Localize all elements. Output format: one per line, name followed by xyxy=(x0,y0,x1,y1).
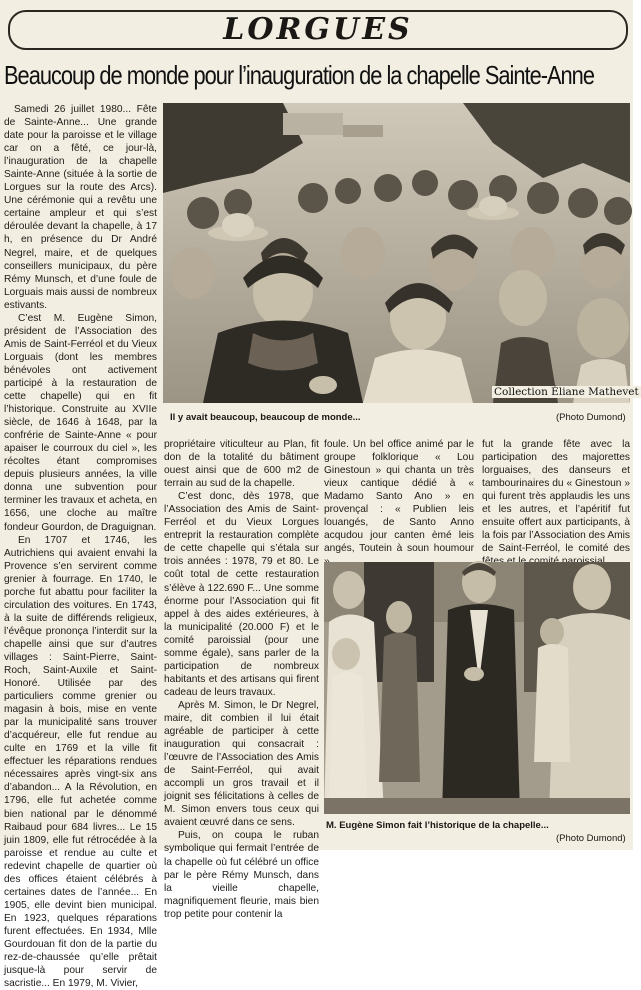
paragraph: En 1707 et 1746, les Autrichiens qui avaient envahi la Provence s’en servirent comme grenier à fourrage. En 1740, le porche fut abattu pour faciliter la circulation des voitures. En 1743, à la suite de différends religieux, l’évêque prononça l’interdit sur la chapelle ainsi que sur d’autres villages : Saint-Pierre, Saint-Roch, Saint-Auxile et Saint-Honoré. Utilisée par des particuliers comme grenier ou magasin à bois, mise en vente par la municipalité sans trouver d’acquéreur, elle fut rendue au culte en 1769 et la ville fit effectuer les réparations rendues nécessaires après vingt-six ans d’abandon... A la Révolution, en 1796, elle fut achetée comme bien national par le dénommé Raibaud pour 684 livres... Le 15 juin 1809, elle fut rétrocédée à la paroisse et rendue au culte et redevint chapelle de quartier où des offices étaient célébrés à certaines dates de l’année... En 1905, elle devint bien municipal. En 1923, quelques réparations furent effectuées. En 1934, Mlle Gourdouan fit don de la partie du rez-de-chaussée qu’elle prêtait jusque-là pour servir de sacristie... En 1979, M. Vivier, xyxy=(4,534,157,990)
masthead: LORGUES xyxy=(8,10,628,50)
article-column-1 xyxy=(4,103,157,990)
paragraph: propriétaire viticulteur au Plan, fit don de la totalité du bâtiment ouest ainsi que de 600 m2 de terrain au sud de la chapelle. xyxy=(164,439,319,490)
photo2-caption: M. Eugène Simon fait l’historique de la chapelle... xyxy=(326,820,549,831)
simon-photo xyxy=(324,562,630,814)
photo2-credit: (Photo Dumond) xyxy=(556,833,626,844)
paragraph: C’est donc, dès 1978, que l’Association des Amis de Saint-Ferréol et du Vieux Lorgues entreprit la restauration complète de cette chapelle qui s’étala sur trois années : 1978, 79 et 80. Le coût total de cette restauration s’élève à 122.690 F... Une somme énorme pour l’Association qui fit appel à des aides extérieures, à la municipalité (20.000 F) et le comité paroissial (pour une somme égale), sans parler de la participation de nombreux habitants et des artisans qui firent cadeau de leurs travaux. xyxy=(164,491,319,698)
crowd-photo xyxy=(163,103,630,403)
paragraph: Puis, on coupa le ruban symbolique qui fermait l’entrée de la chapelle où fut célébré un office par le père Rémy Munsch, dans la vieille chapelle, magnifiquement fleurie, mais bien trop petite pour contenir la xyxy=(164,830,319,920)
article-column-2 xyxy=(164,438,319,920)
paragraph: foule. Un bel office animé par le groupe folklorique « Lou Ginestoun » qui chanta un très vieux cantique dédié à « Madamo Santo Ano » en provençal : « Publien leis louangés, de Santo Anno acqudou jour canten èmé leis angés, Toutein à soun houmour xyxy=(324,439,474,555)
paragraph: fut la grande fête avec la participation des majorettes lorguaises, des danseurs et tambourinaires du « Ginestoun » qui furent très applaudis les uns et les autres, et l’apéritif fut ensuite offert aux participants, à la fois par l’Association des Amis de Saint-Ferréol, le comité des xyxy=(482,439,630,555)
paragraph: Samedi 26 juillet 1980... Fête de Sainte-Anne... Une grande date pour la paroisse et le village car on a fêté, ce jour-là, l’inauguration de la chapelle Sainte-Anne (située à la sortie de Lorgues sur la route des Arcs). Une cérémonie qui a revêtu une certaine ampleur et qui s’est déroulée devant la chapelle, à 17 h, en présence du Dr André Negrel, maire, et de quelques conseillers municipaux, du père Rémy Munsch, et d’une foule de Lorguais mais aussi de nombreux estivants. xyxy=(4,104,157,311)
article-column-4 xyxy=(482,438,630,558)
paragraph: Après M. Simon, le Dr Negrel, maire, dit combien il lui était agréable de participer à cette inauguration qui consacrait : l’œuvre de l’Association des Amis de Saint-Ferréol, qui avait accompli un gros travail et il joignit ses félicitations à celles de M. Simon envers tous ceux qui avaient œuvré dans ce sens. xyxy=(164,699,319,829)
paragraph: C’est M. Eugène Simon, président de l’Association des Amis de Saint-Ferréol et du Vieux Lorguais (dont les membres bénévoles ont activement participé à la restauration de cette chapelle) qui en fit l’historique. Construite au XVIIe siècle, de 1646 à 1648, par la confrérie de Sainte-Anne « pour apaiser le courroux du ciel », les récoltes étant compromises depuis plusieurs années, la ville donna une subvention pour terminer les travaux et acheta, en 1656, une cloche au maître fondeur Gourdon, de Draguignan. xyxy=(4,312,157,533)
photo1-caption: Il y avait beaucoup, beaucoup de monde... xyxy=(170,412,361,423)
collection-label: Collection Éliane Mathevet xyxy=(494,386,639,398)
photo1-credit: (Photo Dumond) xyxy=(556,412,626,423)
article-column-3 xyxy=(324,438,474,558)
headline: Beaucoup de monde pour l’inauguration de la chapelle Sainte-Anne xyxy=(4,60,594,90)
